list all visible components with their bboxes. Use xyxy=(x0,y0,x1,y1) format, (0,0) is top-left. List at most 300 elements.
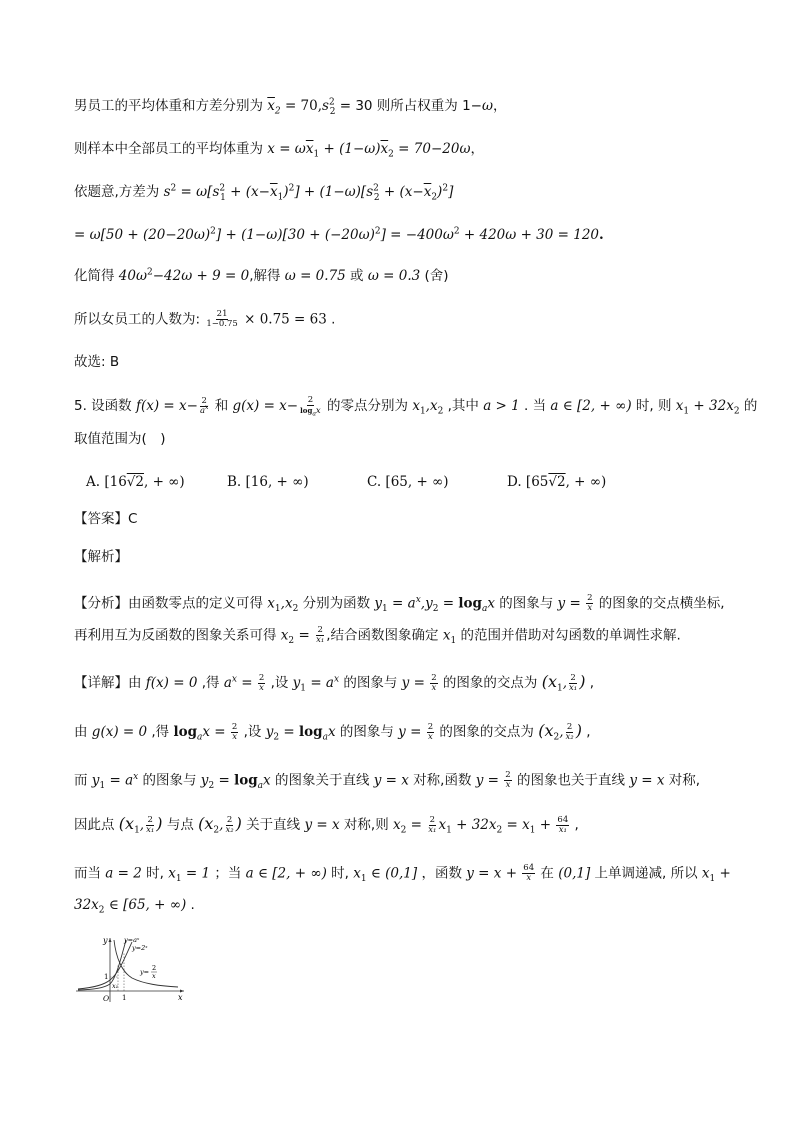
math: y = xyxy=(398,724,426,740)
math: ] xyxy=(448,184,454,200)
text: 的零点分别为 xyxy=(322,398,413,414)
sup: 2 xyxy=(328,97,335,108)
text: ,得 xyxy=(197,675,224,691)
math: x xyxy=(280,627,289,644)
text: 关于直线 xyxy=(241,817,305,833)
math: + (1−ω) xyxy=(319,141,381,157)
math: + xyxy=(535,817,556,833)
math: ∈ [65, + ∞) xyxy=(104,897,187,913)
text: , + ∞) xyxy=(143,474,185,490)
text: 分别为函数 xyxy=(298,595,375,612)
text: 依题意,方差为 xyxy=(74,184,164,200)
fraction xyxy=(522,864,535,883)
fraction xyxy=(224,816,234,835)
math: y xyxy=(200,772,209,789)
text: 的图象的交点为 xyxy=(435,724,539,740)
math: x xyxy=(487,595,495,612)
text: 取值范围为( ) xyxy=(74,431,166,447)
math: (x xyxy=(198,814,214,833)
fraction xyxy=(427,816,437,835)
sub: 1 xyxy=(274,604,281,615)
math: x xyxy=(393,817,401,833)
math: = ω[50 + (20−20ω) xyxy=(74,227,211,243)
math: x xyxy=(701,865,710,882)
text-line-5 xyxy=(74,267,449,285)
text: ,设 xyxy=(239,724,266,740)
denominator: x₁ xyxy=(146,824,155,835)
math: (0,1] xyxy=(558,865,591,882)
text: 时, xyxy=(141,865,169,882)
sup: x xyxy=(333,674,340,685)
text: , xyxy=(570,817,579,833)
fraction xyxy=(231,723,238,742)
fraction xyxy=(568,674,578,693)
text: ，函数 xyxy=(417,865,467,882)
numerator: 2 xyxy=(566,721,573,732)
sub: 2 xyxy=(496,825,503,836)
sup: 2 xyxy=(373,183,379,194)
text: ， xyxy=(493,98,507,114)
denominator: 1−0.75 xyxy=(206,319,238,329)
math: s xyxy=(212,184,220,200)
curve-hyp-num: 2 xyxy=(152,964,157,972)
log: log xyxy=(173,724,198,740)
sup: 2 xyxy=(146,267,153,278)
y-axis-arrow xyxy=(109,938,112,942)
sub: 2 xyxy=(213,825,220,836)
math: × 0.75 = 63 xyxy=(239,311,327,328)
denominator: x xyxy=(587,603,593,613)
math: + 32x xyxy=(451,817,497,833)
numerator: 64 xyxy=(523,863,535,873)
math: y = xyxy=(557,595,586,612)
sub: 1 xyxy=(99,781,106,792)
fraction xyxy=(504,771,511,790)
sup: 2 xyxy=(219,183,226,194)
sup: 2 xyxy=(210,226,216,237)
math: ] = −400ω xyxy=(380,227,454,243)
numerator: 2 xyxy=(431,672,437,683)
text: ， xyxy=(470,141,484,157)
text: 的图象与 xyxy=(335,724,399,740)
numerator: 2 xyxy=(231,721,238,732)
sub: 1 xyxy=(419,406,426,417)
text: ,解得 xyxy=(249,268,285,284)
fraction xyxy=(145,816,155,835)
numerator: 2 xyxy=(307,395,314,405)
sub: 2 xyxy=(208,781,215,792)
text: ,结合函数图象确定 xyxy=(326,627,443,644)
text: ；当 xyxy=(210,865,246,882)
sub: 1 xyxy=(450,636,457,647)
question-5-line-2 xyxy=(74,430,166,448)
math: 40ω xyxy=(118,268,147,284)
fraction xyxy=(205,310,238,329)
text: , + ∞) xyxy=(565,474,607,490)
text: 时, xyxy=(326,865,354,882)
math: x = ω xyxy=(267,141,306,157)
sup: x xyxy=(133,772,139,782)
one-y-label: 1 xyxy=(104,973,109,981)
sub: 1 xyxy=(134,825,140,836)
option-d[interactable] xyxy=(507,473,606,491)
text: 故选: B xyxy=(74,354,120,370)
math: ,y xyxy=(420,595,433,612)
curve-hyp-den: x xyxy=(152,972,156,980)
math: = xyxy=(438,595,459,612)
text: 因此点 xyxy=(74,817,119,833)
sub: 1 xyxy=(683,406,690,417)
fraction xyxy=(586,594,593,613)
text-line-3 xyxy=(74,183,453,201)
math: y xyxy=(265,724,274,740)
denominator: x xyxy=(259,682,264,693)
sqrt: √2 xyxy=(126,474,144,490)
math: + 420ω + 30 = 120 xyxy=(459,227,600,243)
math: ] + (1−ω)[ xyxy=(294,184,367,200)
analysis-line-2 xyxy=(74,626,681,645)
curve-2-x-label: y=2ˣ xyxy=(132,944,148,952)
text: 对称,则 xyxy=(339,817,393,833)
text: 的图象关于直线 xyxy=(270,772,374,789)
math: = xyxy=(406,817,427,833)
y-axis-label: y xyxy=(103,936,108,945)
math: + (x− xyxy=(225,184,270,200)
denominator: x xyxy=(431,682,437,693)
text: 化简得 xyxy=(74,268,119,284)
text: 的 xyxy=(739,398,758,414)
math: , xyxy=(139,817,145,833)
text: 或 xyxy=(345,268,368,284)
detail-line-3 xyxy=(74,771,700,790)
math: = x xyxy=(502,817,530,833)
text: 【分析】由函数零点的定义可得 xyxy=(74,595,268,612)
math: y = x xyxy=(304,817,340,833)
math: y xyxy=(292,675,301,691)
text: . 当 xyxy=(519,398,551,414)
numerator: 2 xyxy=(226,814,233,825)
text: 【解析】 xyxy=(74,549,128,565)
denominator: x₁ xyxy=(428,824,437,835)
math: s xyxy=(366,184,374,200)
math: (x xyxy=(118,814,135,833)
fraction xyxy=(258,674,265,693)
fraction xyxy=(299,396,322,416)
analysis-label xyxy=(74,548,128,566)
math: f(x) = x− xyxy=(135,398,198,414)
log: log xyxy=(234,772,258,789)
fraction xyxy=(556,816,569,835)
text: ,设 xyxy=(266,675,293,691)
math: ] + (1−ω)[30 + (−20ω) xyxy=(215,227,375,243)
denominator: x xyxy=(428,731,433,742)
numerator: 2 xyxy=(570,672,576,683)
math: a xyxy=(223,675,232,691)
sub: 1 xyxy=(529,825,536,836)
sub: 2 xyxy=(733,406,740,417)
function-graph xyxy=(72,932,188,1004)
math: x xyxy=(263,772,271,789)
text: 上单调递减, 所以 xyxy=(590,865,702,882)
sub: 1 xyxy=(556,683,563,694)
text: 【答案】C xyxy=(74,511,138,527)
sub: 2 xyxy=(98,905,105,916)
fraction xyxy=(430,674,437,693)
sub: a xyxy=(197,732,203,743)
math: ,x xyxy=(425,398,438,414)
text: 而当 xyxy=(74,865,106,882)
sub: 1 xyxy=(277,192,284,203)
math: x xyxy=(675,398,684,414)
text: . xyxy=(326,311,336,328)
text: , xyxy=(581,724,591,740)
sub: a xyxy=(322,732,328,743)
text: 时, 则 xyxy=(631,398,676,414)
text: A. [16 xyxy=(86,474,127,490)
text: 对称,函数 xyxy=(408,772,476,789)
math: ω = 0.75 xyxy=(284,268,346,284)
sup: 2 xyxy=(442,183,449,194)
math: y = x + xyxy=(466,865,522,882)
math: x xyxy=(267,595,275,612)
math: $\overline{x}$ xyxy=(380,141,389,157)
math: $\overline{x}$ xyxy=(305,141,314,157)
sub: 2 xyxy=(553,732,560,743)
denominator: x₂ xyxy=(565,731,574,742)
math: y = xyxy=(401,675,430,691)
text: 的图象与 xyxy=(494,595,558,612)
sup: x xyxy=(205,403,209,411)
denominator: x₁ xyxy=(569,682,578,693)
math: a ∈ [2, + ∞) xyxy=(550,398,632,414)
math: + (x− xyxy=(379,184,424,200)
sub: 1 xyxy=(220,192,226,203)
text: 的图象与 xyxy=(339,675,402,691)
math: , xyxy=(562,675,567,691)
text: 的范围并借助对勾函数的单调性求解. xyxy=(456,627,681,644)
sub: 1 xyxy=(709,874,716,885)
sub: 1 xyxy=(175,874,182,885)
math: = xyxy=(294,627,315,644)
math: x xyxy=(168,865,176,882)
fraction xyxy=(199,397,209,416)
detail-line-1 xyxy=(74,673,594,693)
math: −42ω + 9 = 0 xyxy=(152,268,250,284)
text: 的图象的交点为 xyxy=(438,675,542,691)
math: s xyxy=(163,184,171,200)
math: = 70−20ω xyxy=(393,141,471,157)
math: , xyxy=(559,724,564,740)
sub: 2 xyxy=(274,106,281,117)
sub: 1 xyxy=(446,825,452,836)
math: ) xyxy=(579,672,586,691)
math: $\overline{x}$ xyxy=(423,184,432,200)
text: ,得 xyxy=(147,724,174,740)
origin-label: O xyxy=(103,994,110,1003)
math: + xyxy=(715,865,731,882)
numerator: 2 xyxy=(317,625,323,635)
text: 则样本中全部员工的平均体重为 xyxy=(74,141,268,157)
math: x = xyxy=(202,724,230,740)
math: a ∈ [2, + ∞) xyxy=(245,865,327,882)
sub: 1 xyxy=(313,149,320,160)
math: ) xyxy=(437,184,443,200)
sup: 2 xyxy=(170,183,177,194)
math: = xyxy=(236,675,257,691)
math: = 1 xyxy=(181,865,211,882)
math: ω = 0.3 xyxy=(367,268,421,284)
curve-hyp-lead: y= xyxy=(140,968,150,976)
denominator: x₁ xyxy=(316,635,325,645)
text: 由 xyxy=(74,724,92,740)
math: y xyxy=(374,595,383,612)
math: $\overline{x}$ xyxy=(269,184,278,200)
sub: a xyxy=(312,410,316,418)
sub: 2 xyxy=(388,149,394,160)
sub: 2 xyxy=(329,106,336,117)
x-axis-label: x xyxy=(178,993,183,1002)
text: , xyxy=(585,675,595,691)
math: (x xyxy=(541,672,557,691)
math: x xyxy=(315,406,321,416)
text-line-1 xyxy=(74,97,507,115)
fraction xyxy=(565,723,575,742)
option-c[interactable] xyxy=(367,473,449,491)
text: 的图象的交点横坐标, xyxy=(594,595,725,612)
math: = ω[ xyxy=(176,184,213,200)
text-line-7 xyxy=(74,353,119,371)
text: 和 xyxy=(210,398,233,414)
numerator: 2 xyxy=(147,814,153,825)
sub: a xyxy=(257,781,264,792)
log: log xyxy=(299,724,323,740)
sup: x xyxy=(231,674,237,685)
math: x xyxy=(438,817,447,833)
sub: 1 xyxy=(382,604,388,615)
text: 与点 xyxy=(162,817,199,833)
sub: 2 xyxy=(431,192,438,203)
text-line-6 xyxy=(74,310,335,329)
math: ,x xyxy=(280,595,293,612)
text: C. [65, + ∞) xyxy=(367,474,449,490)
math: f(x) = 0 xyxy=(145,675,198,691)
text: = 30 则所占权重为 1− xyxy=(335,98,482,114)
math: g(x) = 0 xyxy=(91,724,148,740)
math: ∈ (0,1] xyxy=(366,865,418,882)
math: s xyxy=(322,98,329,114)
math: y = x xyxy=(629,772,665,789)
math: ) xyxy=(235,814,242,833)
numerator: 2 xyxy=(427,721,434,732)
text: 的图象与 xyxy=(138,772,201,789)
text: . xyxy=(599,227,604,243)
math: = xyxy=(279,724,299,740)
curve-a-x xyxy=(78,940,126,990)
detail-line-5 xyxy=(74,864,731,883)
math: = a xyxy=(387,595,416,612)
text: D. [65 xyxy=(507,474,549,490)
fraction xyxy=(427,723,434,742)
math: a > 1 xyxy=(483,398,520,414)
math: = 70, xyxy=(280,98,323,114)
numerator: 64 xyxy=(557,814,569,825)
analysis-line-1 xyxy=(74,594,725,613)
numerator: 2 xyxy=(201,395,207,406)
text-line-2 xyxy=(74,140,484,158)
text: 男员工的平均体重和方差分别为 xyxy=(74,98,268,114)
math: + 32x xyxy=(689,398,734,414)
detail-line-2 xyxy=(74,722,591,742)
detail-line-6 xyxy=(74,896,195,914)
math: ) xyxy=(575,721,582,740)
math: , xyxy=(219,817,224,833)
answer-line xyxy=(74,510,137,528)
math: x xyxy=(327,724,336,740)
sup: 2 xyxy=(288,183,295,194)
math: (x xyxy=(538,721,554,740)
text-line-4 xyxy=(74,226,604,244)
x1-label: x₁ xyxy=(112,982,119,990)
numerator: 2 xyxy=(505,770,511,780)
math: x xyxy=(442,627,451,644)
math: = a xyxy=(105,772,134,789)
math: 32x xyxy=(74,897,99,913)
text: 的图象也关于直线 xyxy=(512,772,630,789)
math: ) xyxy=(156,814,163,833)
sub: 2 xyxy=(437,406,444,417)
math: x xyxy=(412,398,420,414)
text: B. [16, + ∞) xyxy=(227,474,309,490)
text: (舍) xyxy=(420,268,449,284)
math: = xyxy=(214,772,235,789)
sub: 2 xyxy=(432,604,439,615)
text: 对称, xyxy=(664,772,701,789)
text: 在 xyxy=(536,865,559,882)
sub: a xyxy=(481,604,488,615)
denominator: x₂ xyxy=(225,824,234,835)
numerator: 21 xyxy=(216,309,228,319)
numerator: 2 xyxy=(587,593,593,603)
curve-a-x-label: y=aˣ xyxy=(124,936,140,944)
math: a = 2 xyxy=(105,865,142,882)
sup: x xyxy=(415,595,421,605)
sup: 2 xyxy=(453,226,460,237)
sub: 2 xyxy=(273,732,280,743)
log: log xyxy=(458,595,482,612)
denominator: x₁ xyxy=(558,824,567,835)
sup: 2 xyxy=(374,226,381,237)
math: y = xyxy=(475,772,504,789)
fraction xyxy=(315,626,325,645)
option-b[interactable] xyxy=(227,473,309,491)
math: ) xyxy=(283,184,289,200)
sub: 1 xyxy=(360,874,367,885)
options-row xyxy=(0,473,794,491)
math: ω xyxy=(482,98,494,114)
text: 而 xyxy=(74,772,92,789)
sqrt: √2 xyxy=(548,474,566,490)
math: g(x) = x− xyxy=(232,398,299,414)
option-a[interactable] xyxy=(86,473,185,491)
numerator: 2 xyxy=(258,672,265,683)
text: 再利用互为反函数的图象关系可得 xyxy=(74,627,281,644)
question-5-line-1 xyxy=(74,396,757,416)
text: 5. 设函数 xyxy=(74,398,136,414)
math: y = x xyxy=(373,772,409,789)
sub: 1 xyxy=(300,683,307,694)
sub: 2 xyxy=(288,636,295,647)
sub: 2 xyxy=(400,825,407,836)
